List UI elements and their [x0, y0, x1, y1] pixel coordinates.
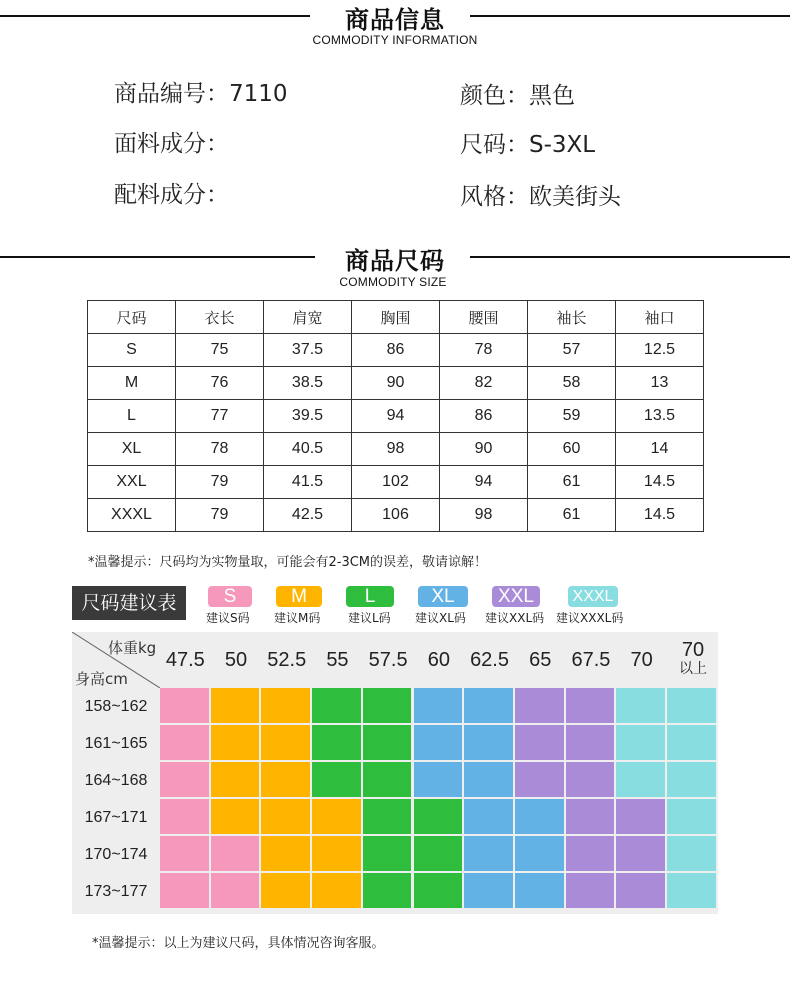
size-cell-xxl	[616, 799, 665, 834]
header-cell: 尺码	[88, 301, 176, 334]
table-cell: 94	[440, 466, 528, 499]
table-cell: 86	[440, 400, 528, 433]
size-cell-l	[363, 688, 412, 723]
weight-header: 60	[427, 648, 450, 671]
size-cell-xl	[464, 799, 513, 834]
size-cell-m	[211, 725, 260, 760]
product-number: 商品编号：7110	[114, 81, 288, 107]
weight-header-last-value: 70	[681, 639, 705, 661]
table-cell: XXXL	[88, 499, 176, 532]
weight-header: 47.5	[165, 648, 205, 671]
size-section-subtitle: COMMODITY SIZE	[339, 275, 447, 289]
info-section-subtitle: COMMODITY INFORMATION	[312, 33, 478, 47]
size-cell-xxl	[515, 688, 564, 723]
size-cell-m	[261, 725, 310, 760]
size-cell-l	[363, 836, 412, 871]
table-cell: 13.5	[616, 400, 704, 433]
height-row-label: 170~174	[84, 845, 148, 863]
table-cell: 94	[352, 400, 440, 433]
table-row	[88, 499, 704, 532]
size-cell-s	[160, 799, 209, 834]
weight-header-last-suffix: 以上	[679, 660, 707, 676]
table-cell: XL	[88, 433, 176, 466]
size-cell-m	[261, 799, 310, 834]
header-cell: 腰围	[440, 301, 528, 334]
table-cell: M	[88, 367, 176, 400]
table-cell: 41.5	[264, 466, 352, 499]
table-cell: 98	[352, 433, 440, 466]
info-header-line-left	[0, 15, 310, 17]
weight-header: 52.5	[267, 648, 307, 671]
table-cell: 61	[528, 466, 616, 499]
size-cell-xxl	[566, 799, 615, 834]
size-cell-m	[312, 873, 361, 908]
size-cell-l	[312, 725, 361, 760]
table-cell: 58	[528, 367, 616, 400]
table-cell: 39.5	[264, 400, 352, 433]
table-row	[88, 334, 704, 367]
guide-note: *温馨提示：以上为建议尺码，具体情况咨询客服。	[92, 936, 385, 951]
table-cell: 78	[176, 433, 264, 466]
table-cell: 14.5	[616, 499, 704, 532]
height-row-label: 161~165	[84, 734, 148, 752]
table-cell: 60	[528, 433, 616, 466]
table-row	[88, 400, 704, 433]
legend-label-xxxl: 建议XXXL码	[556, 611, 624, 625]
height-row-label: 164~168	[84, 771, 148, 789]
table-cell: 61	[528, 499, 616, 532]
size-cell-l	[363, 725, 412, 760]
size-cell-xl	[464, 688, 513, 723]
size-cell-xxxl	[616, 688, 665, 723]
weight-header: 65	[529, 648, 552, 671]
table-cell: 14	[616, 433, 704, 466]
size-cell-m	[211, 762, 260, 797]
size-cell-s	[160, 688, 209, 723]
size-cell-m	[312, 799, 361, 834]
size-cell-xxxl	[667, 836, 716, 871]
size-cell-l	[414, 799, 463, 834]
size-cell-l	[363, 873, 412, 908]
weight-header: 57.5	[368, 648, 408, 671]
table-cell: 77	[176, 400, 264, 433]
table-cell: 59	[528, 400, 616, 433]
table-cell: 86	[352, 334, 440, 367]
size-cell-xxl	[566, 688, 615, 723]
size-cell-xxl	[515, 725, 564, 760]
table-cell: 79	[176, 499, 264, 532]
header-cell: 袖口	[616, 301, 704, 334]
table-cell: 40.5	[264, 433, 352, 466]
size-cell-xxl	[566, 873, 615, 908]
size-cell-xl	[414, 762, 463, 797]
size-cell-xxxl	[616, 762, 665, 797]
legend-label-m: 建议M码	[274, 611, 321, 625]
size-cell-s	[160, 725, 209, 760]
table-row	[88, 367, 704, 400]
color-field: 颜色：黑色	[460, 83, 575, 109]
weight-header: 50	[224, 648, 248, 671]
table-cell: 12.5	[616, 334, 704, 367]
size-cell-m	[261, 873, 310, 908]
size-cell-xl	[464, 762, 513, 797]
size-cell-xl	[414, 688, 463, 723]
weight-header: 55	[326, 648, 349, 671]
size-cell-s	[211, 873, 260, 908]
table-row	[88, 466, 704, 499]
size-cell-xxl	[566, 725, 615, 760]
corner-weight-label: 体重kg	[108, 639, 157, 657]
table-cell: 75	[176, 334, 264, 367]
size-cell-xxxl	[667, 799, 716, 834]
size-cell-m	[261, 762, 310, 797]
table-cell: 37.5	[264, 334, 352, 367]
legend-chip-s: S	[208, 586, 252, 607]
size-header-line-right	[470, 256, 790, 258]
size-cell-xxxl	[667, 762, 716, 797]
table-cell: 98	[440, 499, 528, 532]
legend-chip-l: L	[346, 586, 394, 607]
size-cell-xxl	[616, 873, 665, 908]
accessory-field: 配料成分：	[114, 182, 229, 208]
table-cell: 90	[352, 367, 440, 400]
legend-chip-xl: XL	[418, 586, 468, 607]
size-range-field: 尺码：S-3XL	[460, 132, 596, 158]
info-section-title: 商品信息	[345, 6, 445, 34]
size-cell-m	[312, 836, 361, 871]
header-cell: 袖长	[528, 301, 616, 334]
legend-label-xl: 建议XL码	[415, 611, 466, 625]
size-cell-xxxl	[667, 725, 716, 760]
legend-label-xxl: 建议XXL码	[485, 611, 545, 625]
table-cell: 106	[352, 499, 440, 532]
size-cell-xl	[515, 799, 564, 834]
style-field: 风格：欧美街头	[460, 184, 621, 210]
size-cell-l	[363, 799, 412, 834]
size-header-line-left	[0, 256, 315, 258]
header-cell: 肩宽	[264, 301, 352, 334]
table-cell: 42.5	[264, 499, 352, 532]
size-cell-l	[312, 688, 361, 723]
table-row	[88, 433, 704, 466]
table-cell: 57	[528, 334, 616, 367]
header-cell: 胸围	[352, 301, 440, 334]
size-cell-xl	[515, 873, 564, 908]
legend-chip-m: M	[276, 586, 322, 607]
size-cell-xxxl	[667, 873, 716, 908]
table-cell: S	[88, 334, 176, 367]
size-cell-xxl	[566, 762, 615, 797]
size-cell-l	[312, 762, 361, 797]
size-cell-s	[211, 836, 260, 871]
table-cell: XXL	[88, 466, 176, 499]
table-cell: 13	[616, 367, 704, 400]
table-cell: 14.5	[616, 466, 704, 499]
size-cell-xxxl	[616, 725, 665, 760]
measurement-note: *温馨提示：尺码均为实物量取，可能会有2-3CM的误差，敬请谅解！	[88, 555, 488, 570]
size-cell-m	[261, 836, 310, 871]
weight-header: 70	[630, 648, 653, 671]
table-cell: 78	[440, 334, 528, 367]
table-cell: 79	[176, 466, 264, 499]
legend-chip-xxl: XXL	[492, 586, 540, 607]
size-cell-m	[211, 688, 260, 723]
size-cell-xl	[515, 836, 564, 871]
size-cell-xl	[414, 725, 463, 760]
size-table	[87, 300, 704, 532]
size-cell-xxl	[566, 836, 615, 871]
height-row-label: 167~171	[84, 808, 148, 826]
table-cell: 38.5	[264, 367, 352, 400]
size-cell-xxxl	[667, 688, 716, 723]
table-cell: 90	[440, 433, 528, 466]
legend-label-l: 建议L码	[348, 611, 391, 625]
size-cell-xl	[464, 873, 513, 908]
weight-header-last	[668, 640, 718, 676]
height-row-label: 173~177	[84, 882, 148, 900]
size-table-header	[88, 301, 704, 334]
size-cell-s	[160, 873, 209, 908]
size-cell-xxl	[616, 836, 665, 871]
height-row-label: 158~162	[84, 697, 148, 715]
table-cell: 102	[352, 466, 440, 499]
size-section-title: 商品尺码	[345, 247, 445, 275]
size-cell-l	[414, 836, 463, 871]
info-header-line-right	[470, 15, 790, 17]
size-cell-l	[363, 762, 412, 797]
fabric-field: 面料成分：	[114, 131, 229, 157]
table-cell: 82	[440, 367, 528, 400]
corner-height-label: 身高cm	[75, 670, 128, 688]
size-cell-xl	[464, 836, 513, 871]
size-cell-m	[211, 799, 260, 834]
header-cell: 衣长	[176, 301, 264, 334]
size-guide-title: 尺码建议表	[72, 586, 186, 620]
table-cell: 76	[176, 367, 264, 400]
size-cell-s	[160, 762, 209, 797]
weight-header: 67.5	[571, 648, 611, 671]
table-cell: L	[88, 400, 176, 433]
legend-chip-xxxl: XXXL	[568, 586, 618, 607]
size-cell-l	[414, 873, 463, 908]
size-cell-s	[160, 836, 209, 871]
size-cell-m	[261, 688, 310, 723]
size-cell-xl	[464, 725, 513, 760]
legend-label-s: 建议S码	[206, 611, 250, 625]
size-cell-xxl	[515, 762, 564, 797]
weight-header: 62.5	[470, 648, 509, 671]
